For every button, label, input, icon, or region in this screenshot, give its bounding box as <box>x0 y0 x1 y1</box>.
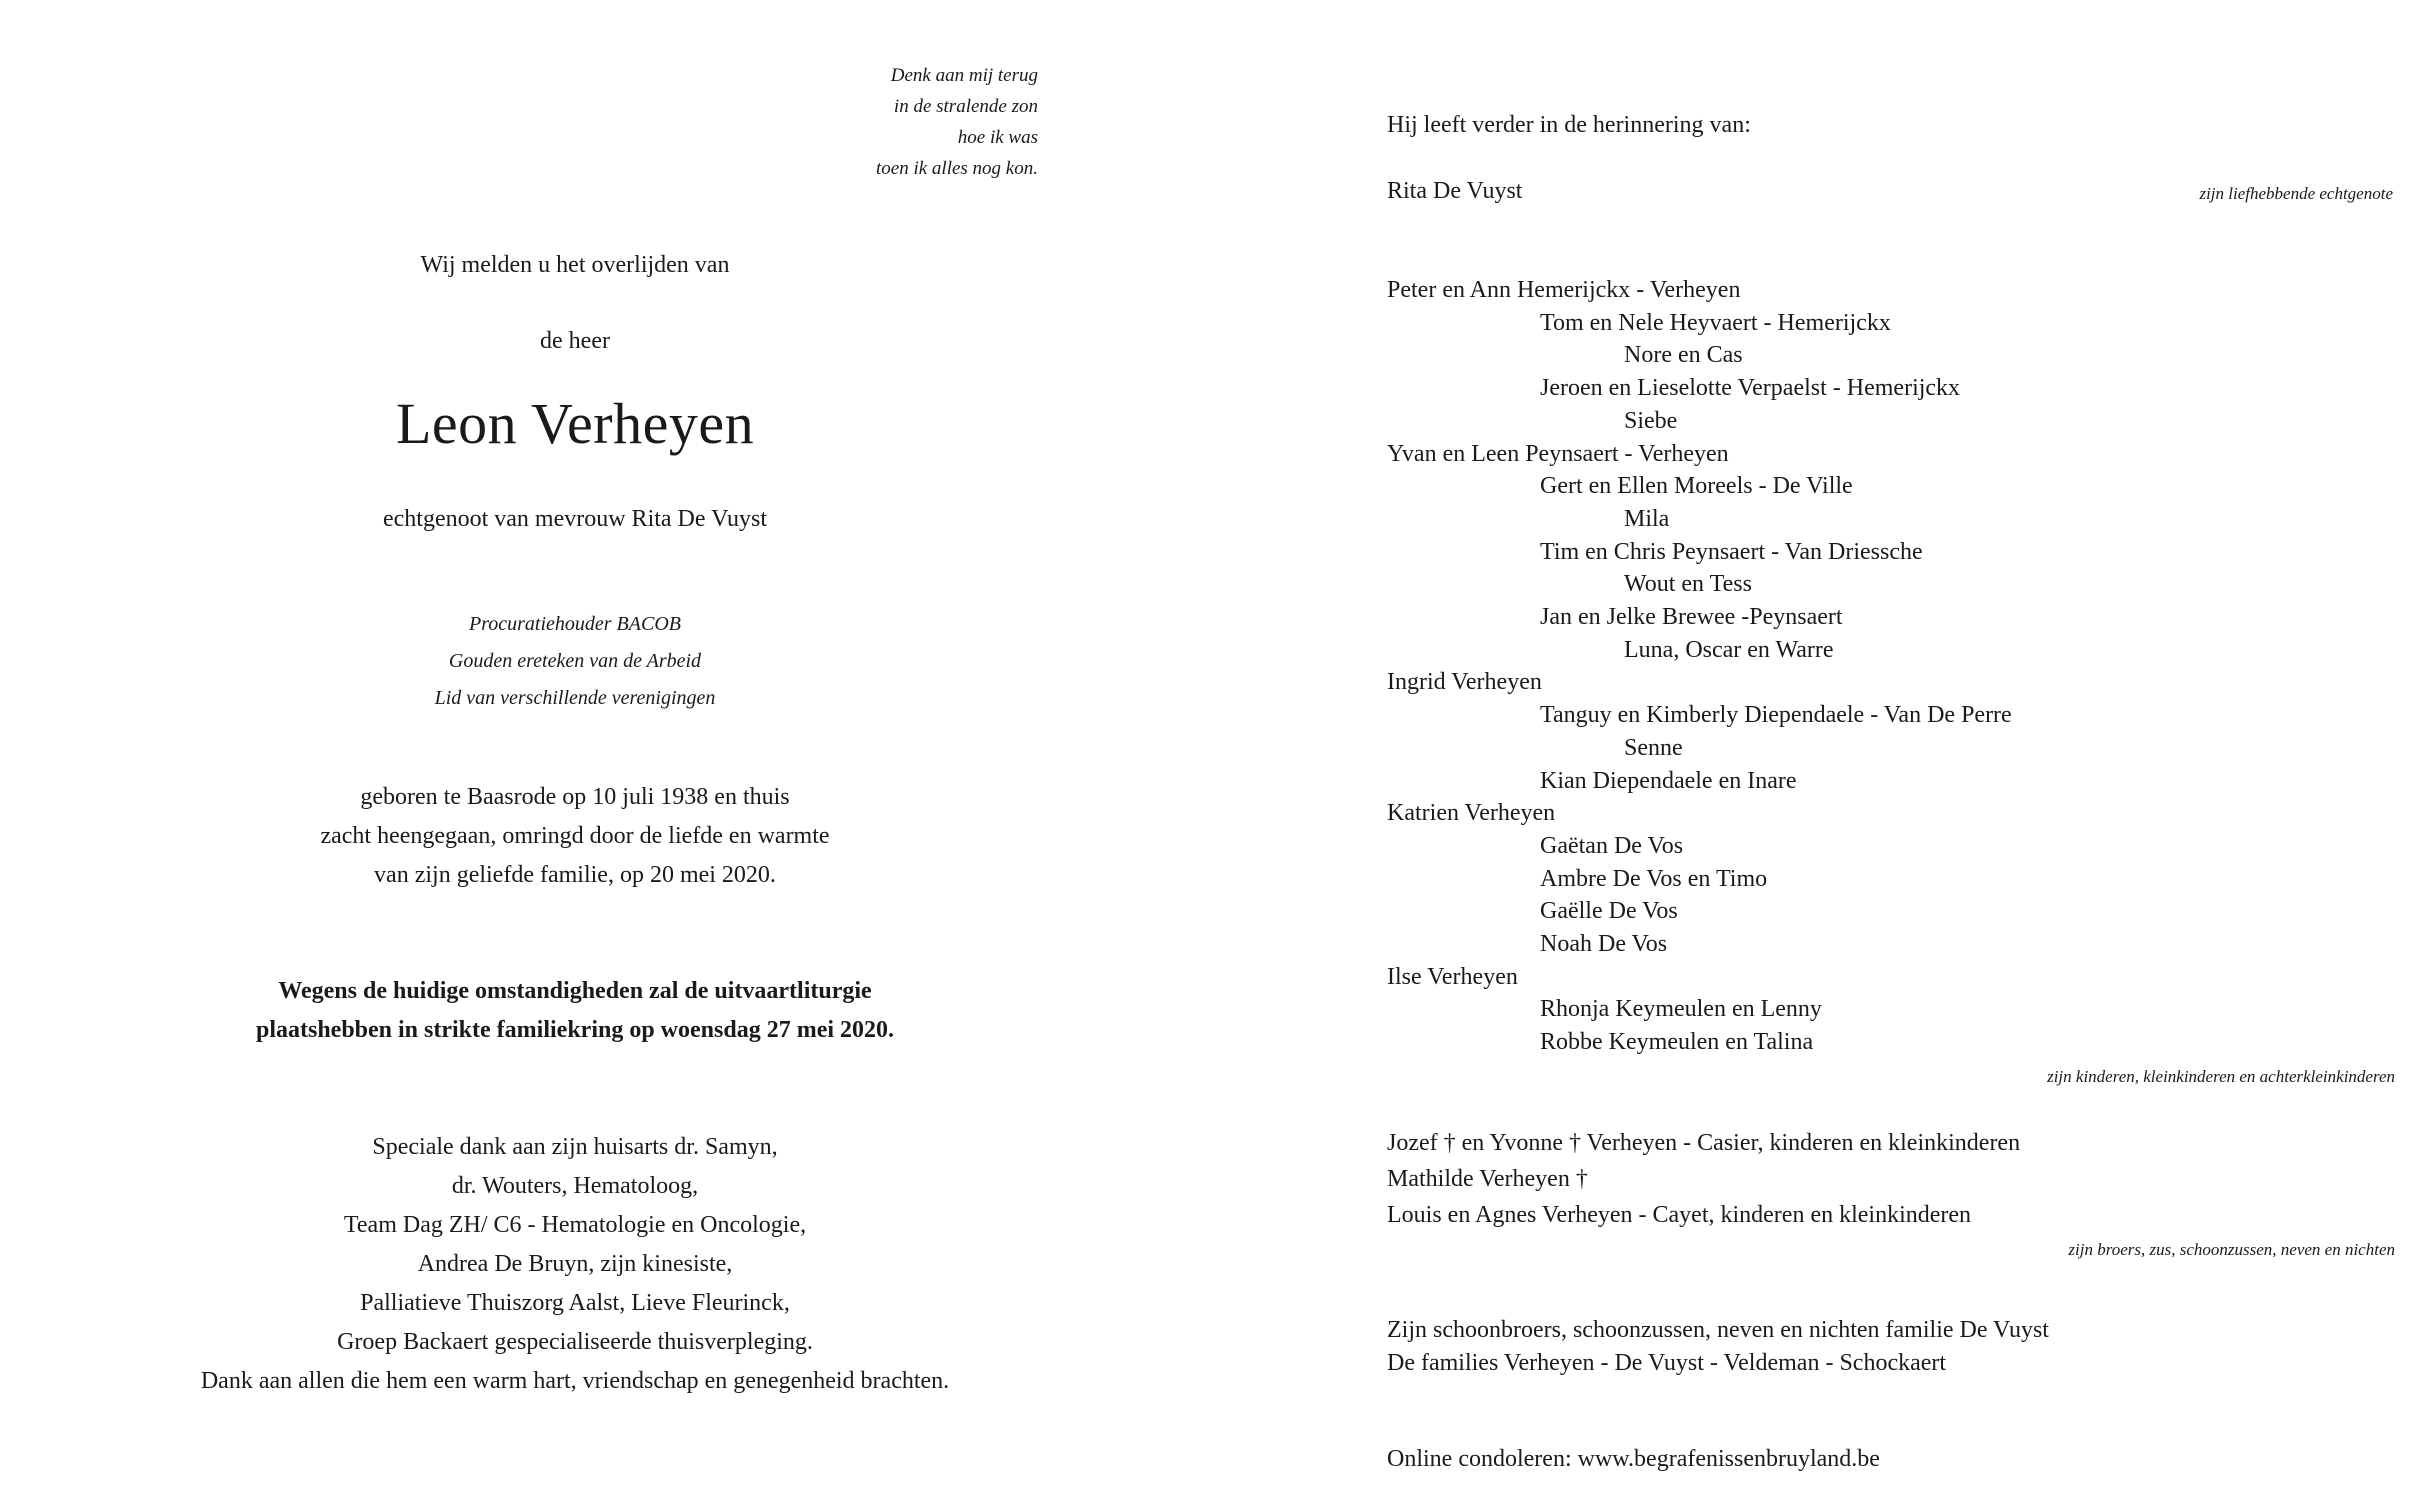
honors <box>120 606 1030 717</box>
birth-death-text <box>120 778 1030 895</box>
family-member-line: Luna, Oscar en Warre <box>1624 636 1834 663</box>
honor-line: Lid van verschillende verenigingen <box>434 687 716 709</box>
family-member-line: Kian Diependaele en Inare <box>1540 767 1797 794</box>
spouse-relation: zijn liefhebbende echtgenote <box>2199 184 2393 203</box>
poem-line: toen ik alles nog kon. <box>876 158 1038 179</box>
siblings-relation: zijn broers, zus, schoonzussen, neven en nichten <box>2068 1240 2395 1259</box>
family-member-line: Jeroen en Lieselotte Verpaelst - Hemerijckx <box>1540 375 1961 402</box>
family-member-line: Jan en Jelke Brewee -Peynsaert <box>1540 604 1843 631</box>
inlaws-line: De families Verheyen - De Vuyst - Veldeman - Schockaert <box>1387 1350 1947 1376</box>
funeral-line: plaatshebben in strikte familiekring op woensdag 27 mei 2020. <box>255 1017 895 1043</box>
thanks-text <box>120 1128 1030 1401</box>
sibling-line: Louis en Agnes Verheyen - Cayet, kinderen en kleinkinderen <box>1387 1202 1972 1228</box>
poem <box>876 60 1038 184</box>
thanks-line: Palliatieve Thuiszorg Aalst, Lieve Fleurinck, <box>360 1290 790 1316</box>
deceased-name: Leon Verheyen <box>395 391 755 456</box>
siblings-list <box>1387 1125 2020 1233</box>
sibling-line: Jozef † en Yvonne † Verheyen - Casier, kinderen en kleinkinderen <box>1387 1130 2021 1156</box>
family-relation: zijn kinderen, kleinkinderen en achterkleinkinderen <box>2047 1067 2395 1086</box>
family-member-line: Katrien Verheyen <box>1387 800 1556 827</box>
honor-line: Gouden ereteken van de Arbeid <box>448 650 702 672</box>
family-member-line: Nore en Cas <box>1624 342 1743 369</box>
funeral-notice <box>120 972 1030 1050</box>
sibling-line: Mathilde Verheyen † <box>1387 1166 1588 1192</box>
family-member-line: Mila <box>1624 505 1670 532</box>
family-member-line: Gaëtan De Vos <box>1540 832 1684 859</box>
family-member-line: Wout en Tess <box>1624 571 1752 598</box>
family-member-line: Rhonja Keymeulen en Lenny <box>1540 996 1822 1023</box>
family-member-line: Yvan en Leen Peynsaert - Verheyen <box>1387 440 1729 467</box>
family-member-line: Tim en Chris Peynsaert - Van Driessche <box>1540 538 1923 565</box>
thanks-line: Andrea De Bruyn, zijn kinesiste, <box>417 1251 733 1277</box>
family-member-line: Ingrid Verheyen <box>1387 669 1542 696</box>
birth-line: zacht heengegaan, omringd door de liefde en warmte <box>320 823 830 849</box>
family-member-line: Tom en Nele Heyvaert - Hemerijckx <box>1540 309 1891 336</box>
inlaws-list <box>1387 1314 2049 1380</box>
family-member-line: Ilse Verheyen <box>1387 963 1518 990</box>
birth-line: geboren te Baasrode op 10 juli 1938 en thuis <box>360 784 790 810</box>
family-member-line: Noah De Vos <box>1540 931 1668 958</box>
thanks-line: Team Dag ZH/ C6 - Hematologie en Oncologie, <box>343 1212 807 1238</box>
family-member-line: Gaëlle De Vos <box>1540 898 1678 925</box>
thanks-line: Groep Backaert gespecialiseerde thuisverpleging. <box>337 1329 813 1355</box>
family-member-line: Gert en Ellen Moreels - De Ville <box>1540 473 1853 500</box>
spouse-name: Rita De Vuyst <box>1387 178 1523 204</box>
poem-line: Denk aan mij terug <box>890 65 1038 86</box>
intro-text: Wij melden u het overlijden van <box>420 252 730 278</box>
thanks-line: dr. Wouters, Hematoloog, <box>451 1173 699 1199</box>
thanks-line: Speciale dank aan zijn huisarts dr. Samyn, <box>372 1134 778 1160</box>
honor-line: Procuratiehouder BACOB <box>468 613 681 635</box>
inlaws-line: Zijn schoonbroers, schoonzussen, neven en nichten familie De Vuyst <box>1387 1317 2049 1343</box>
family-member-line: Ambre De Vos en Timo <box>1540 865 1768 892</box>
funeral-line: Wegens de huidige omstandigheden zal de uitvaartliturgie <box>278 978 872 1004</box>
family-member-line: Siebe <box>1624 407 1678 434</box>
spouse-line: echtgenoot van mevrouw Rita De Vuyst <box>382 506 768 532</box>
poem-line: in de stralende zon <box>893 96 1038 117</box>
birth-line: van zijn geliefde familie, op 20 mei 2020. <box>374 862 776 888</box>
thanks-line: Dank aan allen die hem een warm hart, vriendschap en genegenheid brachten. <box>200 1368 950 1394</box>
poem-line: hoe ik was <box>957 127 1038 148</box>
title-text: de heer <box>540 328 610 354</box>
family-list <box>1387 274 2012 1059</box>
family-member-line: Peter en Ann Hemerijckx - Verheyen <box>1387 277 1741 303</box>
family-member-line: Robbe Keymeulen en Talina <box>1540 1029 1814 1056</box>
family-member-line: Senne <box>1624 734 1683 761</box>
memory-heading: Hij leeft verder in de herinnering van: <box>1387 112 1751 138</box>
online-condolence-link[interactable]: Online condoleren: www.begrafenissenbruyland.be <box>1387 1446 1880 1472</box>
family-member-line: Tanguy en Kimberly Diependaele - Van De Perre <box>1540 702 2012 729</box>
